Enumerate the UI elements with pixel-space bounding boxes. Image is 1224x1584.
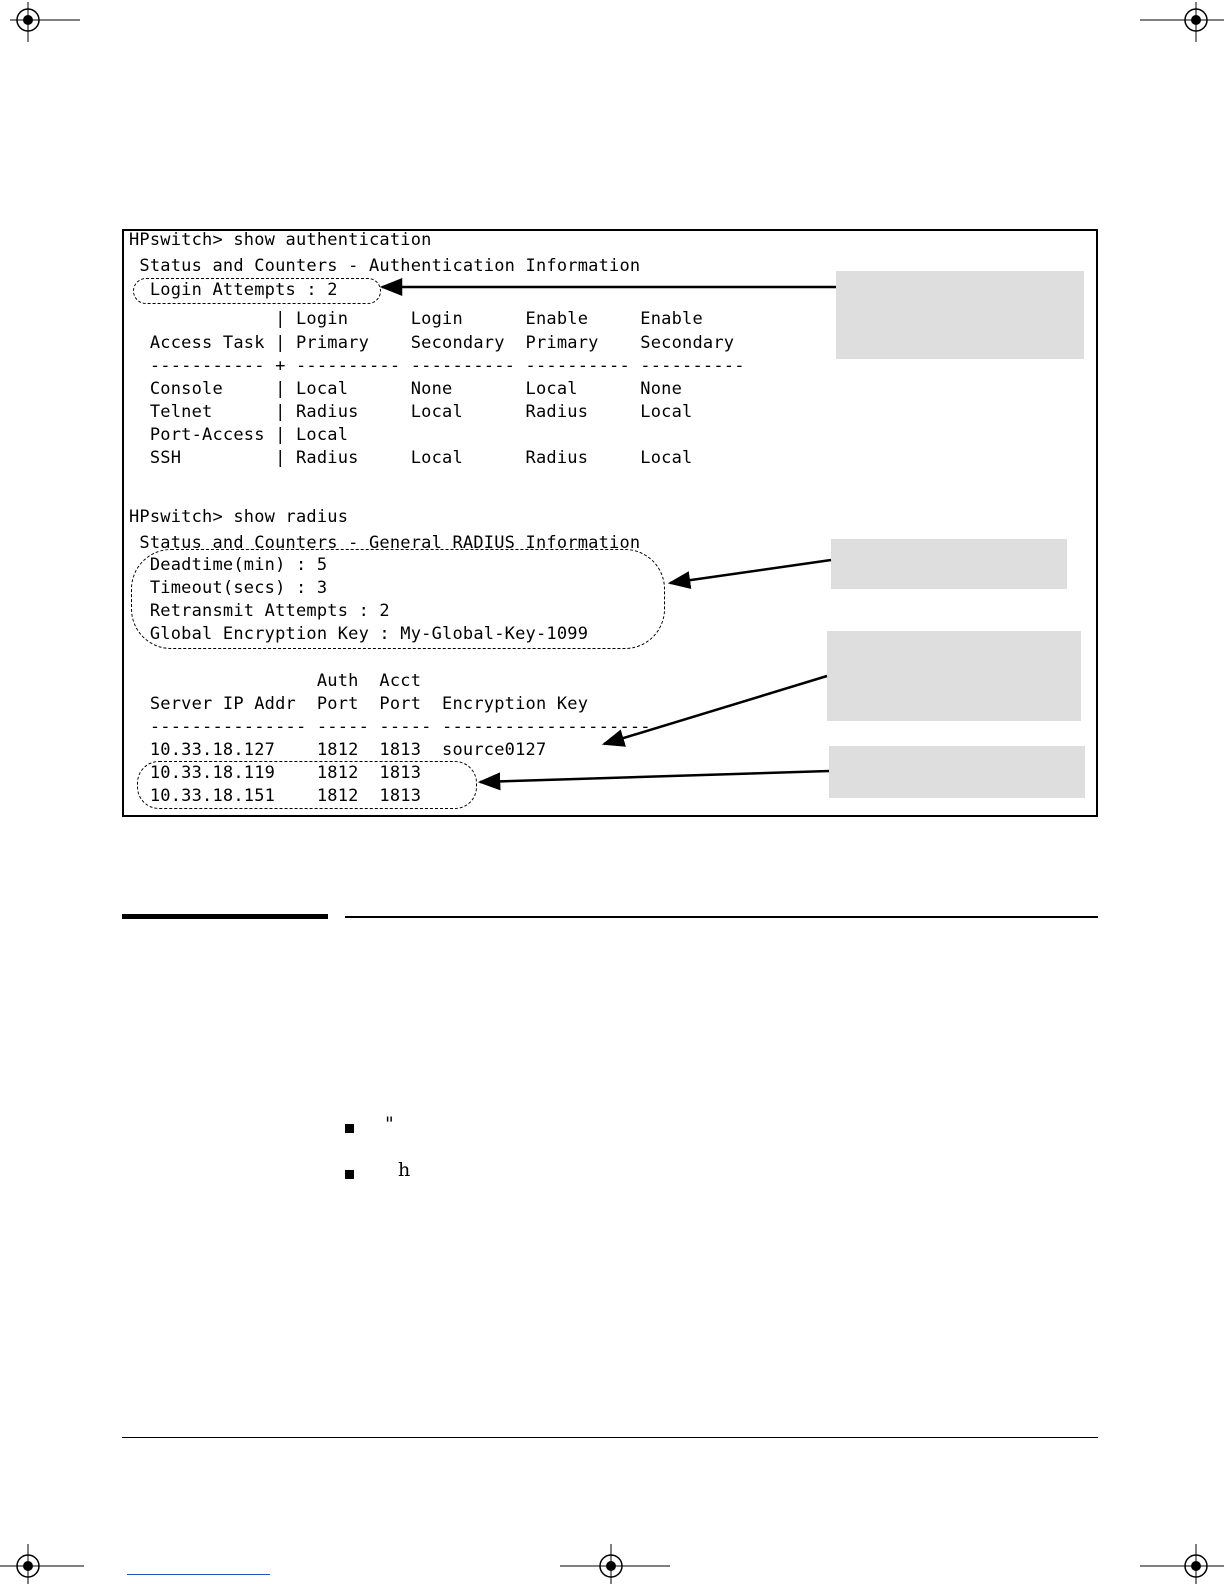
footer-link-underline[interactable] bbox=[127, 1574, 270, 1575]
terminal-figure bbox=[122, 229, 1098, 817]
terminal-line: Console | Local None Local None bbox=[129, 379, 683, 399]
registration-mark-top-left bbox=[10, 2, 80, 42]
terminal-line: Port-Access | Local bbox=[129, 425, 349, 445]
arrow-radius-settings bbox=[670, 560, 831, 583]
terminal-line: Login Attempts : 2 bbox=[129, 280, 338, 300]
terminal-line: Telnet | Radius Local Radius Local bbox=[129, 402, 693, 422]
terminal-line: HPswitch> show radius bbox=[129, 507, 349, 527]
terminal-line: Retransmit Attempts : 2 bbox=[129, 601, 390, 621]
registration-mark-bottom-left bbox=[0, 1544, 84, 1584]
bullet-text: h bbox=[398, 1159, 411, 1181]
section-rule-thick bbox=[122, 914, 328, 919]
terminal-line: Timeout(secs) : 3 bbox=[129, 578, 328, 598]
bullet-marker bbox=[345, 1170, 354, 1179]
section-rule-thin bbox=[345, 916, 1098, 918]
bullet-marker bbox=[345, 1124, 354, 1133]
callout-arrows bbox=[124, 231, 1100, 819]
terminal-line: Access Task | Primary Secondary Primary Secondary bbox=[129, 333, 735, 353]
terminal-line: Auth Acct bbox=[129, 671, 422, 691]
terminal-line: Status and Counters - General RADIUS Information bbox=[129, 533, 641, 553]
terminal-line: --------------- ----- ----- -------------------- bbox=[129, 717, 651, 737]
terminal-line: 10.33.18.119 1812 1813 bbox=[129, 763, 422, 783]
arrow-server-key bbox=[604, 676, 827, 744]
terminal-line: HPswitch> show authentication bbox=[129, 230, 432, 250]
terminal-line: Global Encryption Key : My-Global-Key-1099 bbox=[129, 624, 589, 644]
terminal-line: Deadtime(min) : 5 bbox=[129, 555, 328, 575]
terminal-line: ----------- + ---------- ---------- ---------- ---------- bbox=[129, 356, 745, 376]
terminal-line: SSH | Radius Local Radius Local bbox=[129, 448, 693, 468]
registration-mark-bottom-center bbox=[560, 1544, 670, 1584]
registration-mark-bottom-right bbox=[1140, 1544, 1224, 1584]
terminal-line: Server IP Addr Port Port Encryption Key bbox=[129, 694, 589, 714]
terminal-line: | Login Login Enable Enable bbox=[129, 309, 703, 329]
terminal-line: 10.33.18.151 1812 1813 bbox=[129, 786, 422, 806]
bullet-text: " bbox=[385, 1113, 394, 1135]
terminal-line: Status and Counters - Authentication Information bbox=[129, 256, 641, 276]
terminal-line: 10.33.18.127 1812 1813 source0127 bbox=[129, 740, 547, 760]
arrow-server-global-key bbox=[480, 771, 829, 782]
footer-rule bbox=[122, 1437, 1098, 1438]
registration-mark-top-right bbox=[1140, 2, 1224, 42]
